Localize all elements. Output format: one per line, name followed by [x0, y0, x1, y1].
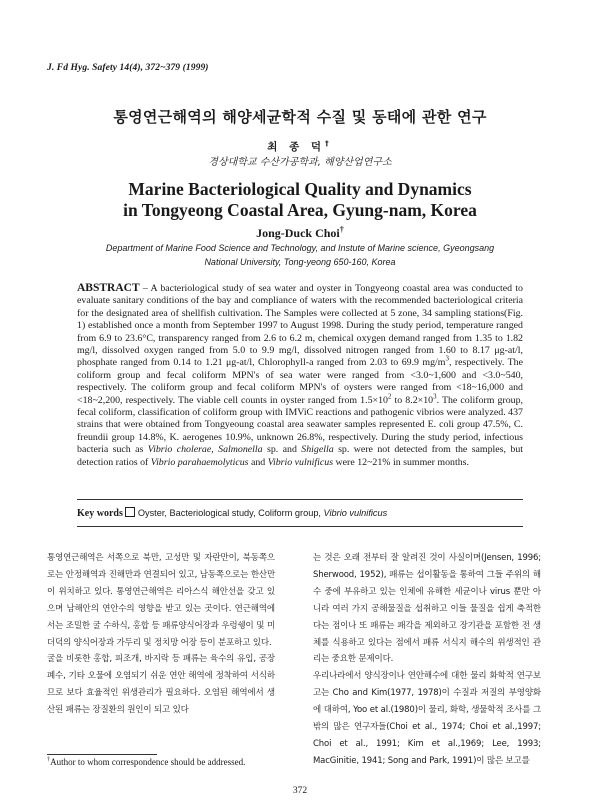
english-affiliation-line1: Department of Marine Food Science and Technology, and Instute of Marine science, Gyeongsang	[105, 243, 495, 253]
footnote-text: Author to whom correspondence should be addressed.	[50, 757, 246, 767]
abstract-sup: 3	[445, 356, 449, 364]
english-author-name: Jong-Duck Choi	[256, 226, 340, 240]
keywords	[77, 507, 523, 519]
abstract-species: Vibrio cholerae	[147, 444, 212, 456]
abstract-sup: 2	[387, 393, 392, 401]
body-paragraph: 우리나라에서 양식장이나 연안해수에 대한 물리 화학적 연구보고는 Cho and Kim(1977, 1978)이 수질과 저질의 부영양화에 대하여, Yoo et al.(1980)이 물리, 화학, 생물학적 조사를 그 밖의 많은 연구자들(Choi et al., 1974; Choi et al.,1997; Choi et al., 1991; Kim et al.,1969; Lee, 1993; MacGinitie, 1941; Song and Park, 1991)이 많은 보고를	[313, 671, 541, 766]
english-author-mark: †	[339, 225, 344, 234]
footnote	[47, 757, 287, 767]
abstract-text: A bacteriological study of sea water and oyster in Tongyeong coastal area was conducted to evaluate sanitary conditions of the bay and compliance of waters with the recommended bacteriological criteria for the designated area of shellfish cultivation. The Samples were collected at 5 zone, 34 sampling stations(Fig. 1) established once a month from September 1997 to August 1998. During the study period, temperature ranged from 6.9 to 23.6°C, transparency ranged from 2.6 to 6.2 m, chemical oxygen demand ranged from 1.35 to 1.82 mg/l, dissolved oxygen ranged from 5.0 to 9.9 mg/l, dissolved nitrogen ranged from 1.60 to 8.17 μg-at/l, phosphate ranged from 0.14 to 1.21 μg-at/l, Chlorophyll-a ranged from 2.03 to 69.9 mg/m	[77, 283, 523, 369]
keywords-rule-top	[77, 499, 523, 500]
body-column-right	[313, 550, 541, 770]
english-title-line2: in Tongyeong Coastal Area, Gyung-nam, Korea	[123, 200, 477, 220]
keywords-rule-bottom	[77, 526, 523, 527]
english-title	[0, 179, 600, 221]
abstract-text: sp. and	[262, 444, 302, 456]
korean-author	[0, 139, 600, 154]
keywords-italic: Vibrio vulnificus	[323, 508, 388, 518]
body-column-left	[47, 550, 275, 719]
abstract-species: Vibrio parahaemolyticus	[150, 456, 249, 468]
korean-author-name: 최 종 덕	[267, 141, 326, 153]
abstract-species: Vibrio vulnificus	[267, 456, 334, 468]
english-author	[0, 226, 600, 241]
abstract-sup: 3	[433, 393, 437, 401]
english-affiliation-line2: National University, Tong-yeong 650-160, Korea	[204, 257, 396, 267]
abstract-text: and	[248, 456, 268, 468]
keywords-box-icon	[125, 507, 135, 517]
body-paragraph: 굴을 비롯한 홍합, 피조개, 바지락 등 패류는 육수의 유입, 공장 폐수, 기타 오물에 오염되기 쉬운 연안 해역에 정착하여 서식하므로 보다 효율적인 위생관리가 필요하다. 오염된 해역에서 생산된 패류는 장질환의 원인이 되고 있다	[47, 654, 275, 716]
keywords-label: Key words	[77, 508, 123, 519]
english-title-line1: Marine Bacteriological Quality and Dynamics	[128, 179, 472, 199]
footnote-rule	[47, 754, 157, 755]
footnote-mark: †	[47, 756, 51, 763]
abstract-text: were 12~21% in summer months.	[333, 456, 469, 468]
body-paragraph: 통영연근해역은 서쪽으로 북만, 고성만 및 자란만이, 북동쪽으로는 안정해역과 진해만과 연결되어 있고, 남동쪽으로는 한산만이 위치하고 있다. 통영연근해역은 리아스식 해안선을 갖고 있으며 남해안의 연안수의 영향을 받고 있는 곳이다. 연근해역에서는 조밀한 굴 수하식, 홍합 등 패류양식어장과 우렁쉥이 및 미더덕의 양식어장과 가두리 및 정치망 어장 등이 분포하고 있다.	[47, 553, 275, 648]
abstract-species: Shigella	[301, 444, 334, 456]
korean-title: 통영연근해역의 해양세균학적 수질 및 동태에 관한 연구	[113, 108, 487, 126]
abstract-text: ,	[211, 444, 219, 456]
korean-author-mark: †	[325, 138, 333, 148]
abstract-text: to 8.2×10	[391, 394, 434, 406]
journal-citation: J. Fd Hyg. Safety 14(4), 372~379 (1999)	[47, 63, 209, 73]
korean-affiliation: 경상대학교 수산가공학과, 해양산업연구소	[208, 157, 392, 168]
english-affiliation	[0, 241, 600, 269]
abstract-species: Salmonella	[218, 444, 263, 456]
abstract-text: , respectively. The coliform group and fecal coliform MPN's of sea water were ranged from <3.0~1,600 and <3.0~540, respectively. The coliform group and fecal coliform MPN's of oysters were ranged from <18~16,000 and <18~2,200, respectively. The viable cell counts in oyster ranged from 1.5×10	[77, 357, 523, 406]
body-paragraph: 는 것은 오래 전부터 잘 알려진 것이 사실이며(Jensen, 1996; Sherwood, 1952), 패류는 섭이활동을 통하여 그들 주위의 해수 중에 부유하고 있는 인체에 유해한 세균이나 virus 뿐만 아니라 여러 가지 공해물질을 섭취하고 이들 물질을 쉽게 축적한다는 점이나 또 패류는 패각을 제외하고 장기관을 포함한 전 생체를 식용하고 있다는 점에서 패류 서식지 해수의 위생적인 관리는 중요한 문제이다.	[313, 553, 541, 665]
abstract-dash: –	[139, 283, 151, 294]
keywords-text: Oyster, Bacteriological study, Coliform group,	[137, 508, 324, 518]
page-number: 372	[292, 786, 308, 796]
abstract-text: sp. were not detected from the samples, but detection ratios of	[77, 444, 524, 468]
abstract-label: ABSTRACT	[77, 282, 140, 294]
abstract	[77, 282, 523, 469]
abstract-text: . The coliform group, fecal coliform, classification of coliform group with IMViC reactions and pathogenic vibrios were analyzed. 437 strains that were obtained from Tongyeoung coastal area seawater samples represented E. coli group 47.5%, C. freundii group 14.8%, K. aerogenes 10.9%, unknown 26.8%, respectively. During the study period, infectious bacteria such as	[77, 394, 523, 456]
